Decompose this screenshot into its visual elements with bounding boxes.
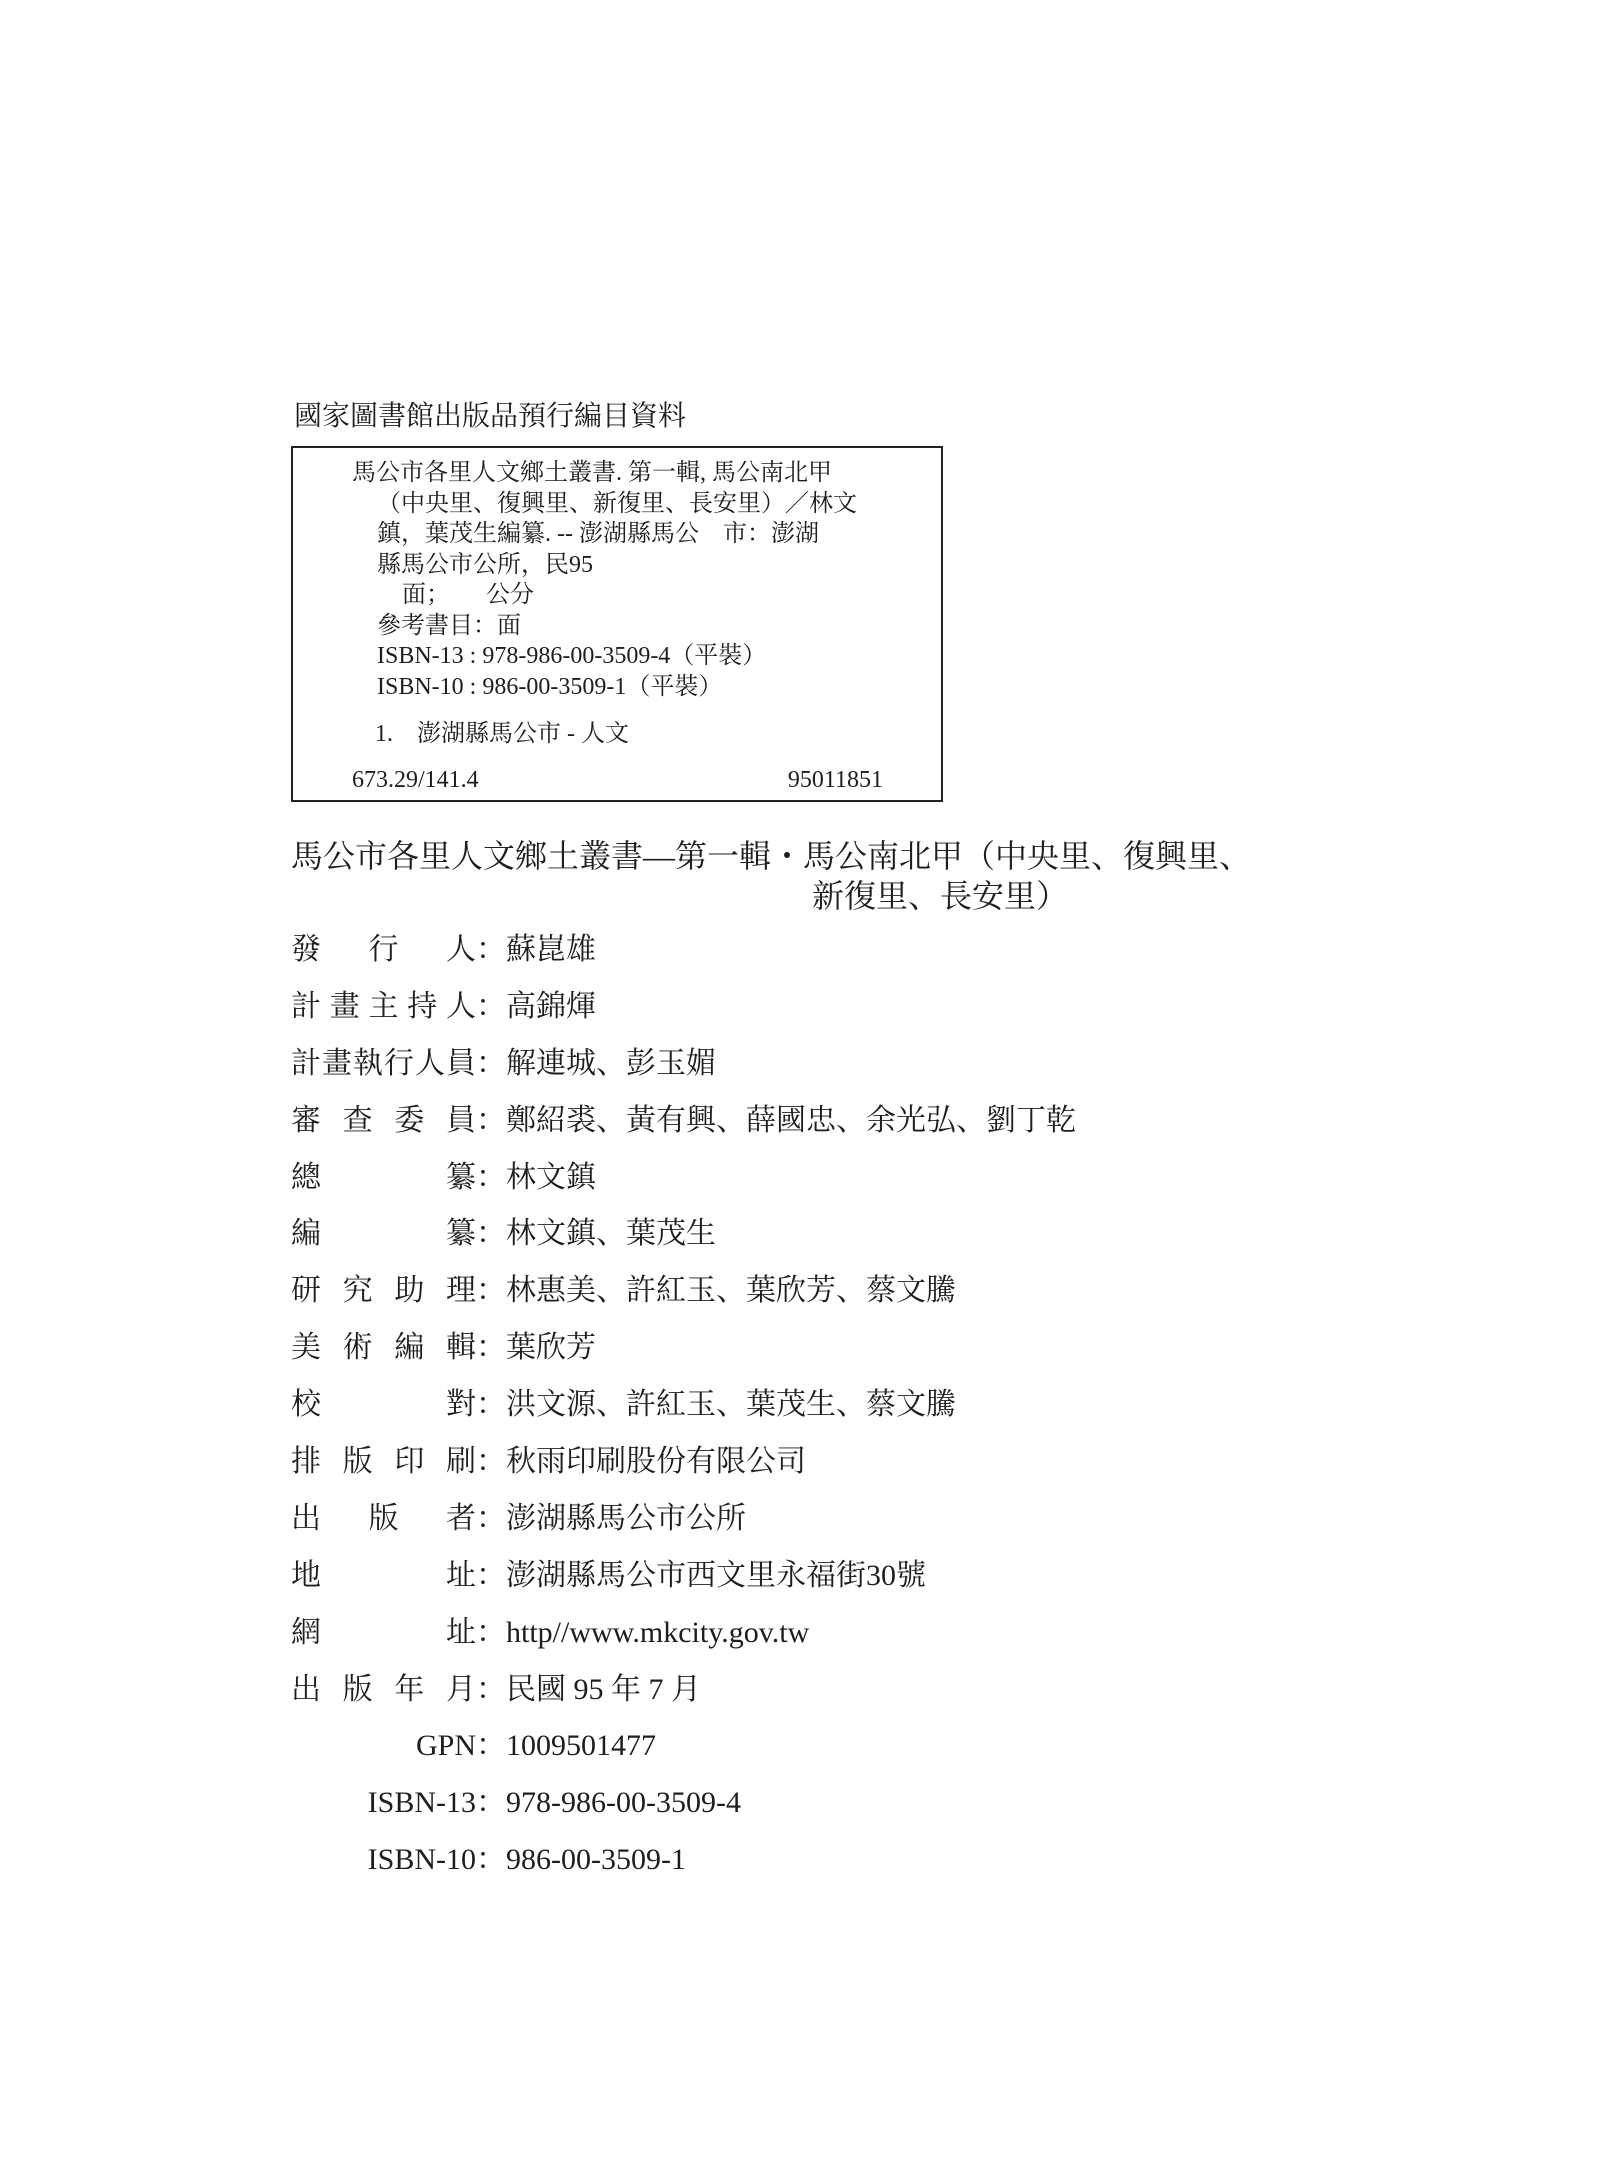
credit-separator: ： (476, 1558, 506, 1592)
credit-label: 排版印刷 (291, 1445, 476, 1479)
credit-value: 民國 95 年 7 月 (506, 1672, 701, 1706)
credit-label: 美術編輯 (291, 1331, 476, 1365)
credit-separator: ： (476, 1729, 506, 1763)
cip-isbn10-line: ISBN-10 : 986-00-3509-1（平裝） (377, 673, 723, 700)
credit-row-printer (291, 1434, 1076, 1491)
credit-row-project-staff (291, 1036, 1076, 1093)
credit-value: http//www.mkcity.gov.tw (506, 1615, 810, 1649)
credit-separator: ： (476, 1501, 506, 1535)
credit-label: 網址 (291, 1615, 476, 1649)
credit-value: 蘇崑雄 (506, 933, 596, 966)
credit-separator: ： (476, 1388, 506, 1422)
credit-row-website (291, 1605, 1076, 1662)
credit-row-gpn (291, 1718, 1076, 1775)
credit-separator: ： (476, 1445, 506, 1479)
credit-separator: ： (476, 1331, 506, 1365)
credit-value: 978-986-00-3509-4 (506, 1786, 741, 1820)
credit-separator: ： (476, 1786, 506, 1820)
credit-label: 研究助理 (291, 1274, 476, 1308)
credit-label: 總纂 (291, 1160, 476, 1194)
book-title-line: 馬公市各里人文鄉土叢書—第一輯・馬公南北甲（中央里、復興里、 (291, 838, 1252, 874)
credit-row-address (291, 1548, 1076, 1605)
credit-label: 出版年月 (291, 1672, 476, 1706)
credit-row-issuer (291, 922, 1076, 979)
credit-value: 鄭紹裘、黃有興、薛國忠、余光弘、劉丁乾 (506, 1103, 1076, 1137)
cip-class-number: 673.29/141.4 (352, 766, 479, 793)
credit-row-publication-date (291, 1662, 1076, 1719)
book-title-line: 新復里、長安里） (812, 878, 1069, 914)
credit-separator: ： (476, 1672, 506, 1706)
credit-separator: ： (476, 933, 506, 966)
credit-value: 林文鎮、葉茂生 (506, 1217, 716, 1251)
credit-separator: ： (476, 1615, 506, 1649)
credit-label: 計畫主持人 (291, 989, 476, 1023)
credit-row-project-host (291, 979, 1076, 1036)
credit-label: 發行人 (291, 933, 476, 966)
cip-author-line: 鎮，葉茂生編纂. -- 澎湖縣馬公 市：澎湖 (377, 521, 819, 547)
credit-value: 林文鎮 (506, 1160, 596, 1194)
credit-label: 出版者 (291, 1501, 476, 1535)
credit-separator: ： (476, 989, 506, 1023)
cip-subject-line: 1. 澎湖縣馬公市 - 人文 (375, 721, 629, 747)
credit-row-isbn10 (291, 1832, 1076, 1889)
credit-label: 編纂 (291, 1217, 476, 1251)
cip-heading: 國家圖書館出版品預行編目資料 (294, 401, 687, 432)
credit-row-art-editor (291, 1320, 1076, 1377)
credit-label: ISBN-13 (367, 1786, 476, 1820)
credit-row-research-assistants (291, 1263, 1076, 1320)
credits-list (291, 922, 1076, 1889)
credit-value: 秋雨印刷股份有限公司 (506, 1445, 806, 1479)
credit-label: 計畫執行人員 (291, 1046, 476, 1080)
credit-row-proofreaders (291, 1377, 1076, 1434)
cip-title-line: （中央里、復興里、新復里、長安里）／林文 (377, 490, 857, 517)
credit-value: 林惠美、許紅玉、葉欣芳、蔡文騰 (506, 1274, 956, 1308)
credit-row-chief-editor (291, 1150, 1076, 1207)
credit-label: GPN (415, 1729, 476, 1763)
credit-separator: ： (476, 1274, 506, 1308)
credit-separator: ： (476, 1103, 506, 1137)
credit-separator: ： (476, 1046, 506, 1080)
credit-separator: ： (476, 1843, 506, 1877)
credit-row-reviewers (291, 1093, 1076, 1150)
cip-bottom-row (352, 765, 883, 795)
credit-label: 地址 (291, 1558, 476, 1592)
credit-label: ISBN-10 (367, 1843, 476, 1877)
credit-separator: ： (476, 1217, 506, 1251)
credit-value: 解連城、彭玉媚 (506, 1046, 716, 1080)
credit-value: 澎湖縣馬公市西文里永福街30號 (506, 1558, 926, 1592)
cip-title-line: 馬公市各里人文鄉土叢書. 第一輯, 馬公南北甲 (352, 460, 832, 486)
credit-label: 審查委員 (291, 1103, 476, 1137)
credit-row-publisher (291, 1491, 1076, 1548)
book-title (291, 836, 1251, 916)
cip-publisher-line: 縣馬公市公所，民95 (377, 551, 593, 578)
cip-record-box (291, 446, 943, 802)
credit-value: 澎湖縣馬公市公所 (506, 1501, 746, 1535)
credit-row-isbn13 (291, 1775, 1076, 1832)
cip-pages-line: 面； 公分 (402, 582, 534, 608)
cip-bibliography-line: 參考書目：面 (377, 612, 521, 639)
credit-row-editors (291, 1206, 1076, 1263)
credit-label: 校對 (291, 1388, 476, 1422)
credit-value: 高錦煇 (506, 989, 596, 1023)
credit-value: 1009501477 (506, 1729, 656, 1763)
cip-isbn13-line: ISBN-13 : 978-986-00-3509-4（平裝） (377, 643, 767, 669)
credit-value: 洪文源、許紅玉、葉茂生、蔡文騰 (506, 1388, 956, 1422)
cip-record-number: 95011851 (787, 766, 883, 793)
credit-value: 葉欣芳 (506, 1331, 596, 1365)
credit-separator: ： (476, 1160, 506, 1194)
credit-value: 986-00-3509-1 (506, 1843, 686, 1877)
